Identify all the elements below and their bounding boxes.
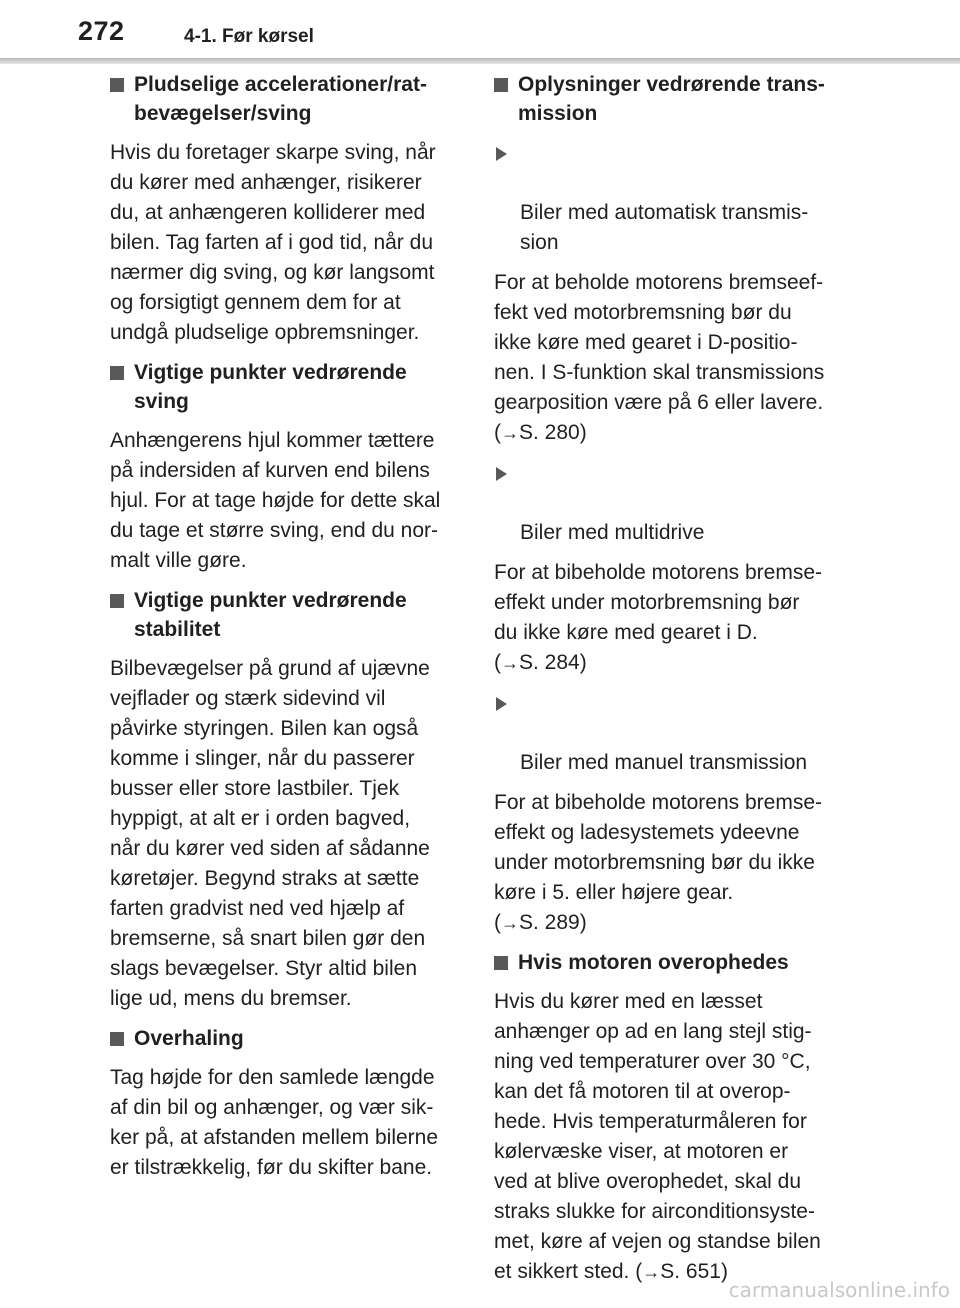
paragraph: [494, 268, 850, 448]
square-bullet-icon: [494, 78, 508, 92]
heading-text: Overhaling: [134, 1027, 244, 1050]
paragraph-text: For at bibeholde motorens bremse- effekt og ladesystemets ydeevne under motorbremsning bør du ikke køre i 5. eller højere gear.: [494, 791, 822, 904]
arrow-right-icon: →: [501, 913, 519, 933]
subheading-text: Biler med manuel transmission: [520, 751, 808, 774]
paragraph: [494, 788, 850, 938]
page-reference-link[interactable]: [635, 1260, 728, 1283]
square-bullet-icon: [494, 956, 508, 970]
heading-text: Vigtige punkter vedrørende sving: [134, 361, 407, 413]
paragraph-text: Hvis du kører med en læsset anhænger op ad en lang stejl stig- ning ved temperaturer over 30 °C, kan det få motoren til at overop- hede. Hvis temperaturmåleren for kølervæske viser, at motoren er ved at blive overophedet, skal du straks slukke for airconditionsyste- met, køre af vejen og standse bilen et sikkert sted.: [494, 990, 821, 1283]
subheading: [494, 138, 850, 258]
heading-text: Pludselige accelerationer/rat- bevægelser/sving: [134, 73, 427, 125]
paragraph: Bilbevægelser på grund af ujævne vejflader og stærk sidevind vil påvirke styringen. Bilen kan også komme i slinger, når du passerer busser eller store lastbiler. Tjek hyppigt, at alt er i orden bagved, når du kører ved siden af sådanne køretøjer. Begynd straks at sætte farten gradvist ned ved hjælp af bremserne, så snart bilen gør den slags bevægelser. Styr altid bilen lige ud, mens du bremser.: [110, 657, 430, 1010]
triangle-bullet-icon: [496, 467, 507, 481]
section-heading: [110, 358, 466, 416]
paren-close: ): [579, 651, 587, 674]
paragraph-text: For at bibeholde motorens bremse- effekt under motorbremsning bør du ikke køre med gearet i D.: [494, 561, 822, 644]
paragraph-text: For at beholde motorens bremseef- fekt ved motorbremsning bør du ikke køre med gearet i D-positio- nen. I S-funktion skal transmissions gearposition være på 6 eller lavere.: [494, 271, 825, 414]
page-reference-link[interactable]: [494, 911, 587, 934]
subheading: [494, 688, 850, 778]
paragraph: Tag højde for den samlede længde af din bil og anhænger, og vær sik- ker på, at afstanden mellem bilerne er tilstrækkelig, før du skifter bane.: [110, 1066, 439, 1179]
paragraph: Hvis du foretager skarpe sving, når du kører med anhænger, risikerer du, at anhængeren kolliderer med bilen. Tag farten af i god tid, når du nærmer dig sving, og kør langsomt og forsigtigt gennem dem for at undgå pludselige opbremsninger.: [110, 141, 436, 344]
square-bullet-icon: [110, 1032, 124, 1046]
page-reference-text: S. 280: [519, 421, 580, 444]
paren-open: (: [494, 421, 501, 444]
heading-text: Oplysninger vedrørende trans- mission: [518, 73, 825, 125]
page-number: 272: [78, 16, 125, 46]
arrow-right-icon: →: [501, 653, 519, 673]
paren-open: (: [635, 1260, 643, 1283]
section-heading: [110, 70, 466, 128]
square-bullet-icon: [110, 78, 124, 92]
section-heading: [494, 948, 850, 977]
paren-open: (: [494, 911, 501, 934]
header-rule: [0, 58, 960, 64]
watermark: carmanualsonline.info: [728, 1278, 950, 1302]
section-heading: [110, 1024, 466, 1053]
page-reference-text: S. 289: [519, 911, 580, 934]
square-bullet-icon: [110, 366, 124, 380]
page-reference-link[interactable]: [494, 651, 587, 674]
subheading-text: Biler med multidrive: [520, 521, 705, 544]
paragraph: Anhængerens hjul kommer tættere på indersiden af kurven end bilens hjul. For at tage højde for dette skal du tage et større sving, end du nor- malt ville gøre.: [110, 429, 441, 572]
right-column: [494, 70, 850, 1297]
page-header: [0, 0, 960, 80]
paragraph: [494, 987, 850, 1287]
section-title: 4-1. Før kørsel: [184, 26, 314, 47]
arrow-right-icon: →: [642, 1262, 661, 1282]
triangle-bullet-icon: [496, 147, 507, 161]
paren-open: (: [494, 651, 501, 674]
paragraph: [494, 558, 850, 678]
page-reference-text: S. 284: [519, 651, 580, 674]
subheading: [494, 458, 850, 548]
section-heading: [110, 586, 466, 644]
section-heading: [494, 70, 850, 128]
page-reference-link[interactable]: [494, 421, 587, 444]
triangle-bullet-icon: [496, 697, 507, 711]
heading-text: Vigtige punkter vedrørende stabilitet: [134, 589, 407, 641]
paren-close: ): [720, 1260, 728, 1283]
heading-text: Hvis motoren overophedes: [518, 951, 789, 974]
page-reference-text: S. 651: [660, 1260, 721, 1283]
arrow-right-icon: →: [501, 423, 519, 443]
paren-close: ): [579, 421, 587, 444]
subheading-text: Biler med automatisk transmis- sion: [520, 201, 809, 254]
left-column: [110, 70, 466, 1193]
square-bullet-icon: [110, 594, 124, 608]
paren-close: ): [579, 911, 587, 934]
